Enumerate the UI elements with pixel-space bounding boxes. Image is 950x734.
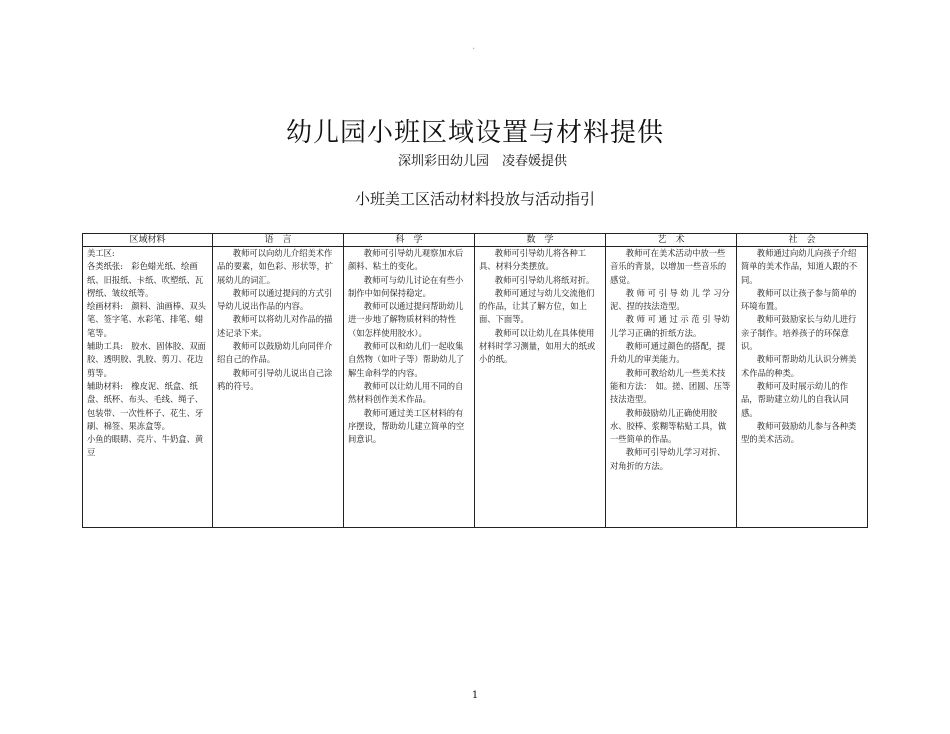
cell-paragraph: 教师可通过颜色的搭配，提升幼儿的审美能力。 — [610, 341, 726, 365]
cell-paragraph: 教 师 可 引 导 幼 儿 学 习分泥、捏的技法造型。 — [610, 287, 730, 312]
cell-art — [606, 247, 737, 528]
cell-paragraph: 教师可通过美工区材料的有序摆设，帮助幼儿建立简单的空间意识。 — [348, 407, 465, 445]
cell-paragraph: 教师可以和幼儿们一起收集自然物（如叶子等）帮助幼儿了解生命科学的内容。 — [348, 341, 465, 378]
cell-paragraph: 教师可以让幼儿用不同的自然材料创作美术作品。 — [348, 380, 464, 405]
cell-paragraph: 教师可引导幼儿学习对折、对角折的方法。 — [610, 447, 726, 471]
cell-society — [737, 247, 868, 528]
cell-science — [344, 247, 475, 528]
cell-paragraph: 教师可及时展示幼儿的作品，帮助建立幼儿的自我认同感。 — [741, 380, 849, 418]
header-materials: 区域材料 — [83, 234, 213, 247]
cell-paragraph: 教师通过向幼儿向孩子介绍简单的美术作品，知道人跟的不同。 — [741, 248, 858, 285]
document-title: 幼儿园小班区域设置与材料提供 — [285, 118, 664, 148]
cell-paragraph: 教师可鼓励幼儿参与各种类型的美术活动。 — [741, 420, 857, 445]
cell-paragraph: 各类纸张: 彩色蜡光纸、绘画纸、旧报纸、卡纸、吹塑纸、瓦楞纸、皱纹纸等。 — [87, 261, 204, 298]
cell-paragraph: 教师可在美术活动中放一些音乐的背景，以增加一些音乐的感觉。 — [610, 248, 727, 285]
cell-paragraph: 辅助材料: 橡皮泥、纸盒、纸盘、纸杯、布头、毛线、绳子、包装带、一次性杯子、花生、牙刷、棉签、果冻盒等。 — [87, 380, 204, 431]
cell-paragraph: 辅助工具: 胶水、固体胶、双面胶、透明胶、乳胶、剪刀、花边剪等。 — [87, 341, 206, 378]
cell-paragraph: 教师可以将幼儿对作品的描述记录下来。 — [217, 314, 333, 338]
header-art: 艺 术 — [606, 234, 737, 247]
cell-paragraph: 教师可以通过提问帮助幼儿进一步地了解物质材料的特性（如怎样使用胶水）。 — [348, 301, 464, 338]
header-math: 数 学 — [475, 234, 606, 247]
header-science: 科 学 — [344, 234, 475, 247]
cell-paragraph: 教师可以鼓励幼儿向同伴介绍自己的作品。 — [217, 341, 333, 365]
cell-language — [213, 247, 344, 528]
section-title: 小班美工区活动材料投放与活动指引 — [354, 190, 595, 208]
cell-paragraph: 教师可以向幼儿介绍美术作品的要素，如色彩、形状等，扩展幼儿的词汇。 — [217, 248, 334, 285]
cell-paragraph: 教师可引导幼儿观察加水后颜料、粘土的变化。 — [348, 248, 464, 272]
cell-paragraph: 教师可引导幼儿将纸对折。 — [494, 274, 595, 285]
header-language: 语 言 — [213, 234, 344, 247]
header-dot: · — [472, 44, 476, 55]
table-header-row — [83, 234, 868, 247]
cell-paragraph: 教 师 可 通 过 示 范 引 导幼儿学习正确的折纸方法。 — [610, 314, 730, 338]
cell-paragraph: 教师可鼓励家长与幼儿进行亲子制作。培养孩子的环保意识。 — [741, 314, 857, 352]
page-number: 1 — [471, 690, 479, 701]
cell-paragraph: 教师可通过与幼儿交流他们的作品，让其了解方位，如上面、下面等。 — [479, 287, 595, 325]
document-subtitle: 深圳彩田幼儿园 凌春媛提供 — [398, 154, 568, 169]
cell-materials — [83, 247, 213, 528]
cell-paragraph: 绘画材料: 颜料、油画棒、双头笔、签字笔、水彩笔、排笔、蜡笔等。 — [87, 301, 206, 338]
activity-table — [82, 233, 868, 528]
cell-paragraph: 教师可以让孩子参与简单的环境布置。 — [741, 287, 857, 312]
cell-paragraph: 教师可以让幼儿在具体使用材料时学习测量，如用大的纸或小的纸。 — [479, 327, 596, 365]
cell-paragraph: 教师可以通过提问的方式引导幼儿说出作品的内容。 — [217, 287, 333, 312]
cell-paragraph: 教师鼓励幼儿正确使用胶水、胶棒、浆糊等粘贴工具，做一些简单的作品。 — [610, 407, 727, 445]
cell-paragraph: 教师可引导幼儿将各种工具、材料分类摆放。 — [479, 248, 587, 272]
cell-paragraph: 教师可与幼儿讨论在有些小制作中如何保持稳定。 — [348, 274, 464, 298]
cell-paragraph: 教师可教给幼儿一些美术技能和方法： 如。搓、团圆、压等技法造型。 — [610, 367, 731, 405]
cell-paragraph: 教师可引导幼儿说出自己涂鸦的符号。 — [217, 367, 333, 391]
cell-math — [475, 247, 606, 528]
table-row — [83, 247, 868, 528]
cell-paragraph: 教师可帮助幼儿认识分辨美术作品的种类。 — [741, 354, 857, 378]
cell-paragraph: 美工区: — [87, 248, 115, 258]
cell-paragraph: 小鱼的眼睛、亮片、牛奶盒、黄豆 — [87, 434, 204, 458]
header-society: 社 会 — [737, 234, 868, 247]
